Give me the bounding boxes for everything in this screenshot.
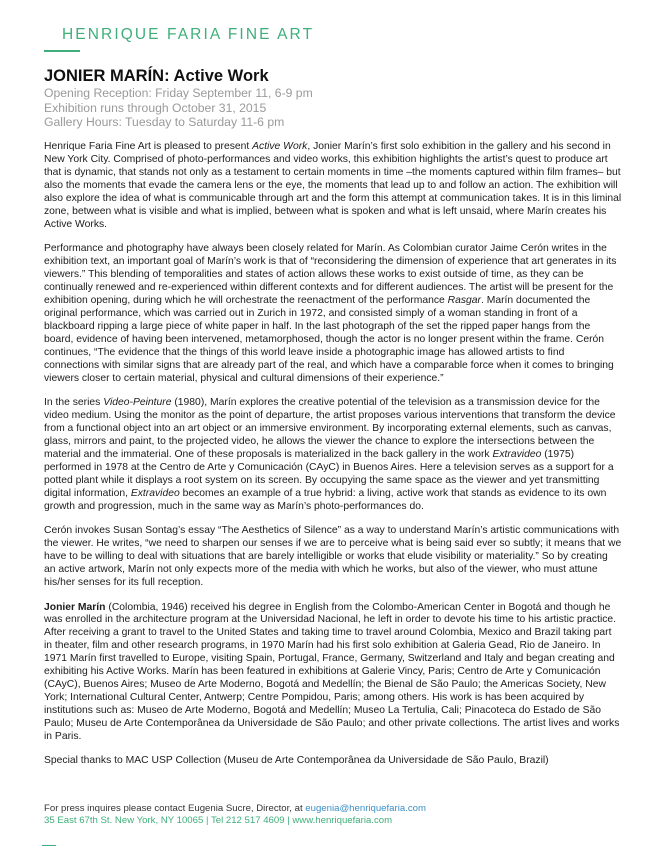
email-link[interactable]: eugenia@henriquefaria.com [305, 803, 426, 814]
text-run: (1975) performed in 1978 at the Centro de Arte y Comunicación (CAyC) in Buenos Aires. Here a television serves as a support for a potted plant while it displays a root system on its screen. By occupying the same space as the viewer and yet transmitting digital information, [44, 448, 614, 499]
work-title: Active Work [252, 141, 308, 152]
gallery-logo: HENRIQUE FARIA FINE ART [62, 26, 315, 43]
paragraph-sontag: Cerón invokes Susan Sontag’s essay “The Aesthetics of Silence” as a way to understand Marín’s artistic communications with the viewer. He writes, “we need to sharpen our senses if we are to perceive what is being said ever so subtly; it means that we have to be willing to deal with situations that are barely intelligible or works that elude visibility or materiality.” So by creating an active artwork, Marín not only expects more of the media with which he works, but also of the viewer, who must attune his/her senses for its full reception. [44, 525, 622, 589]
exhibition-dates: Exhibition runs through October 31, 2015 [44, 100, 267, 115]
text-run: Henrique Faria Fine Art is pleased to present [44, 141, 253, 152]
gallery-hours: Gallery Hours: Tuesday to Saturday 11-6 pm [44, 115, 285, 129]
exhibition-title: JONIER MARÍN: Active Work [44, 67, 269, 85]
text-run: Performance and photography have always been closely related for Marín. As Colombian curator Jaime Cerón writes in the exhibition text, an important goal of Marín’s work is that of “reconsidering the dimension of experience that art generates in its viewers.” This blending of temporalities and states of action allows these works to exist outside of time, as they can be continually renewed and re-experienced within different contexts and for different audiences. The artist will be present for the exhibition opening, during which he will orchestrate the reenactment of the performance [44, 243, 617, 306]
opening-reception: Opening Reception: Friday September 11, 6-9 pm [44, 86, 313, 100]
work-title: Extravideo [130, 487, 180, 499]
artist-name: Jonier Marín [44, 601, 106, 613]
text-run: (Colombia, 1946) received his degree in English from the Colombo-American Center in Bogotá and though he was enrolled in the architecture program at the Universidad Nacional, he left in order to devote his time to his artistic practice. After receiving a grant to travel to the United States and taking time to travel around Colombia, Mexico and Brazil taking part in theater, film and other research programs, in 1970 Marín had his first solo exhibition at Galeria Gead, Rio de Janeiro. In 1971 Marín first travelled to Europe, visiting Spain, Portugal, France, Germany, Switzerland and Italy and began creating and exhibiting his Active Works. Marín has been featured in exhibitions at Galerie Vincy, Paris; Centro de Arte y Comunicación (CAyC), Buenos Aires; Museo de Arte Moderno, Bogotá and Medellín; the Bienal de São Paulo; the Americas Society, New York; International Cultural Center, Antwerp; Centre Pompidou, Paris; among others. His work is has been acquired by institutions such as: Museo de Arte Moderno, Bogotá and Medellín; Museo La Tertulia, Cali; Pinacoteca do Estado de São Paulo; Museu de Arte Contemporânea da Universidade de São Paulo; and other private collections. The artist lives and works in Paris. [44, 601, 620, 743]
text-run: becomes an example of a true hybrid: a living, active work that stands as evidence to its own growth and progression, much in the same way as Marín’s photo-performances do. [44, 487, 607, 512]
press-text: For press inquires please contact Eugenia Sucre, Director, at [44, 803, 306, 814]
paragraph-biography [44, 602, 622, 744]
text-run: In the series [44, 397, 104, 409]
logo-underline [44, 50, 80, 52]
work-title: Extravideo [492, 448, 542, 460]
footer [44, 803, 624, 828]
work-title: Video-Peinture [103, 397, 172, 409]
work-title: Rasgar [447, 294, 481, 306]
footer-mark [42, 845, 56, 846]
paragraph-performance [44, 243, 622, 385]
paragraph-intro [44, 141, 622, 232]
body-text [44, 141, 622, 780]
text-run: , Jonier Marín’s first solo exhibition in the gallery and his second in New York City. Comprised of photo-performances and video works, this exhibition highlights the artist’s quest to produce art that is dynamic, that stands not only as a testament to certain moments in time –the moments captured within film frames– but also the moments that evade the camera lens or the eye, the moments that lead up to and follow an action. The exhibition will also explore the idea of what is communicable through art and the form this attempt at communication takes. It is in this liminal zone, between what is visible and what is implied, between what is spoken and what is left unsaid, where Marín creates his Active Works. [44, 141, 622, 230]
press-contact [44, 803, 624, 815]
gallery-address: 35 East 67th St. New York, NY 10065 | Tel 212 517 4609 | www.henriquefaria.com [44, 815, 393, 827]
paragraph-video [44, 397, 622, 514]
text-run: (1980), Marín explores the creative potential of the television as a transmission device for the video medium. Using the monitor as the point of departure, the artist proposes various interventions that transform the device from a functional object into an art object or an immersive environment. By incorporating external elements, such as canvas, glass, mirrors and paint, to the projected video, he allows the viewer the chance to explore the intersections between the material and the immaterial. One of these proposals is materialized in the back gallery in the work [44, 397, 616, 460]
exhibition-header [44, 67, 624, 130]
paragraph-thanks: Special thanks to MAC USP Collection (Museu de Arte Contemporânea da Universidade de São Paulo, Brazil) [44, 755, 549, 767]
text-run: . Marín documented the original performance, which was carried out in Zurich in 1972, and consisted simply of a woman standing in front of a blackboard ripping a large piece of white paper in half. In the last photograph of the set the ripped paper hangs from the board, evidence of having been intervened, metamorphosed, though the actor is no longer present within the frame. Cerón continues, “The evidence that the things of this world leave inside a photographic image has allowed artists to find connections with similar signs that are already part of the real, and which have a comparable force when it comes to bringing viewers closer to certain material, physical and cultural dimensions of their experience.” [44, 294, 614, 384]
